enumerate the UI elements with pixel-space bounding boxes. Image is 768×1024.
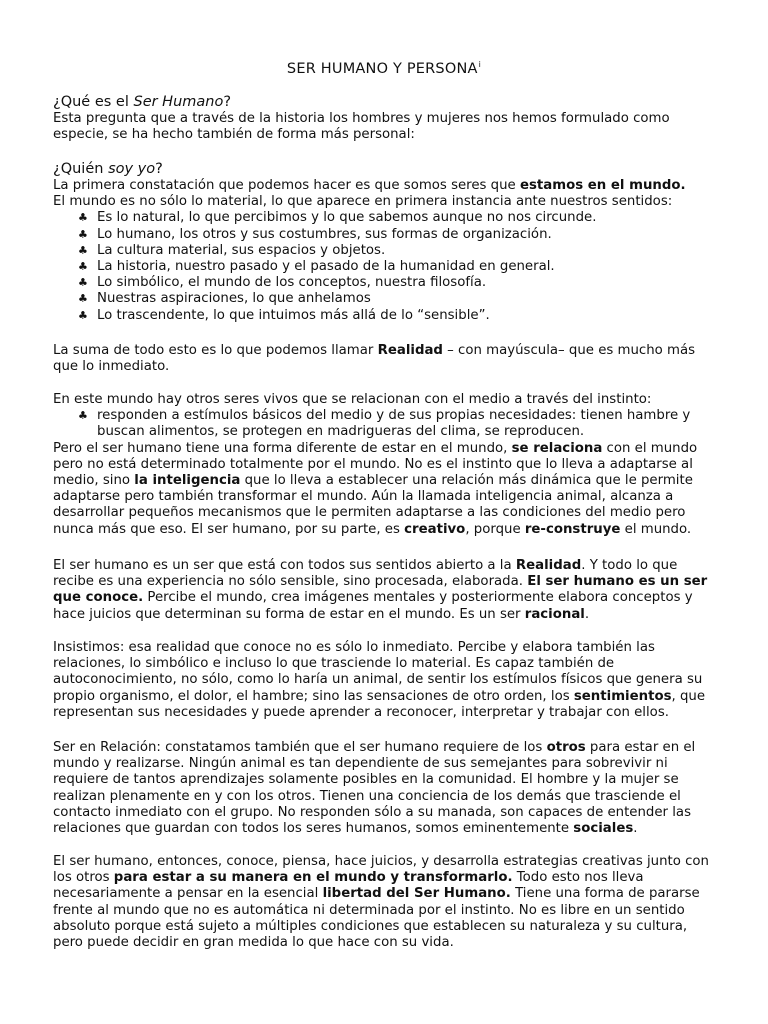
footnote-mark: i [478,60,482,69]
world-paragraph: La primera constatación que podemos hacer es que somos seres que estamos en el mundo. El mundo es no sólo lo material, lo que aparece en primera instancia ante nuestros sentidos: ♣ Es lo natural, lo que percibimos y lo que sabemos aunque no nos circunde. ♣ Lo humano, los otros y sus costumbres, sus formas de organización. ♣ La cultura material, sus espacios y objetos. ♣ La historia, nuestro pasado y el pasado de la humanidad en general. ♣ Lo simbólico, el mundo de los conceptos, nuestra filosofía. ♣ Nuestras aspiraciones, lo que anhelamos ♣ Lo trascendente, lo que intuimos más allá de lo “sensible”. [53,178,713,324]
list-item: ♣ La historia, nuestro pasado y el pasado de la humanidad en general. [78,259,555,275]
club-icon: ♣ [78,227,88,241]
club-icon: ♣ [78,276,88,290]
list-item: ♣ La cultura material, sus espacios y objetos. [78,242,386,258]
club-icon: ♣ [78,409,88,423]
freedom-paragraph: El ser humano, entonces, conoce, piensa, hace juicios, y desarrolla estrategias creativas junto con los otros para estar a su manera en el mundo y transformarlo. Todo esto nos lleva necesariamente a pensar en la esencial libertad del Ser Humano. Tiene una forma de pararse frente al mundo que no es automática ni determinada por el instinto. No es libre en un sentido absoluto porque está sujeto a múltiples condiciones que establecen su naturaleza y su cultura, pero puede decidir en gran medida lo que hace con su vida. [53,854,709,951]
knowledge-paragraph: El ser humano es un ser que está con todos sus sentidos abierto a la Realidad. Y todo lo que recibe es una experiencia no sólo sensible, sino procesada, elaborada. El ser humano es un ser que conoce. Percibe el mundo, crea imágenes mentales y posteriormente elabora conceptos y hace juicios que determinan su forma de estar en el mundo. Es un ser racional. [53,558,708,622]
club-icon: ♣ [78,292,88,306]
club-icon: ♣ [78,211,88,225]
feelings-paragraph: Insistimos: esa realidad que conoce no es sólo lo inmediato. Percibe y elabora también las relaciones, lo simbólico e incluso lo que trasciende lo material. Es capaz también de autoconocimiento, no sólo, como lo haría un animal, de sentir los estímulos físicos que genera su propio organismo, el dolor, el hambre; sino las sensaciones de otro orden, los sentimientos, que representan sus necesidades y puede aprender a reconocer, interpretar y trabajar con ellos. [53,640,706,720]
list-item: ♣ Lo trascendente, lo que intuimos más allá de lo “sensible”. [78,307,490,323]
document-title: SER HUMANO Y PERSONA$^i$ [286,60,482,77]
list-item: ♣ Es lo natural, lo que percibimos y lo que sabemos aunque no nos circunde. [78,210,597,226]
question-heading-1: ¿Qué es el Ser Humano? [53,94,232,110]
question-heading-2: ¿Quién soy yo? [53,161,163,177]
club-icon: ♣ [78,308,88,322]
reality-list [53,210,713,323]
club-icon: ♣ [78,260,88,274]
list-item: ♣ Lo humano, los otros y sus costumbres, sus formas de organización. [78,226,552,242]
club-icon: ♣ [78,243,88,257]
reality-paragraph: La suma de todo esto es lo que podemos llamar Realidad – con mayúscula– que es mucho más que lo inmediato. [53,343,696,375]
list-item: ♣ responden a estímulos básicos del medio y de sus propias necesidades: tienen hambre y buscan alimentos, se protegen en madrigueras del clima, se reproducen. [78,408,691,440]
list-item: ♣ Nuestras aspiraciones, lo que anhelamos [78,291,371,307]
instinct-paragraph: En este mundo hay otros seres vivos que se relacionan con el medio a través del instinto: ♣ responden a estímulos básicos del medio y de sus propias necesidades: tienen hambre y buscan alimentos, se protegen en madrigueras del clima, se reproducen. Pero el ser humano tiene una forma diferente de estar en el mundo, se relaciona con el mundo pero no está determinado totalmente por el mundo. No es el instinto que lo lleva a adaptarse al medio, sino la inteligencia que lo lleva a establecer una relación más dinámica que le permite adaptarse pero también transformar el mundo. Aún la llamada inteligencia animal, alcanza a desarrollar pequeños mecanismos que le permiten adaptarse a las condiciones del medio pero nunca más que eso. El ser humano, por su parte, es creativo, porque re-construye el mundo. [53,392,713,538]
list-item: ♣ Lo simbólico, el mundo de los conceptos, nuestra filosofía. [78,275,487,291]
intro-paragraph: Esta pregunta que a través de la historia los hombres y mujeres nos hemos formulado como especie, se ha hecho también de forma más personal: [53,111,670,143]
relation-paragraph: Ser en Relación: constatamos también que el ser humano requiere de los otros para estar en el mundo y realizarse. Ningún animal es tan dependiente de sus semejantes para sobrevivir ni requiere de tantos aprendizajes solamente posibles en la comunidad. El hombre y la mujer se realizan plenamente en y con los otros. Tienen una conciencia de los demás que trasciende el contacto inmediato con el grupo. No responden sólo a su manada, son capaces de entender las relaciones que guardan con todos los seres humanos, somos eminentemente sociales. [53,740,696,837]
